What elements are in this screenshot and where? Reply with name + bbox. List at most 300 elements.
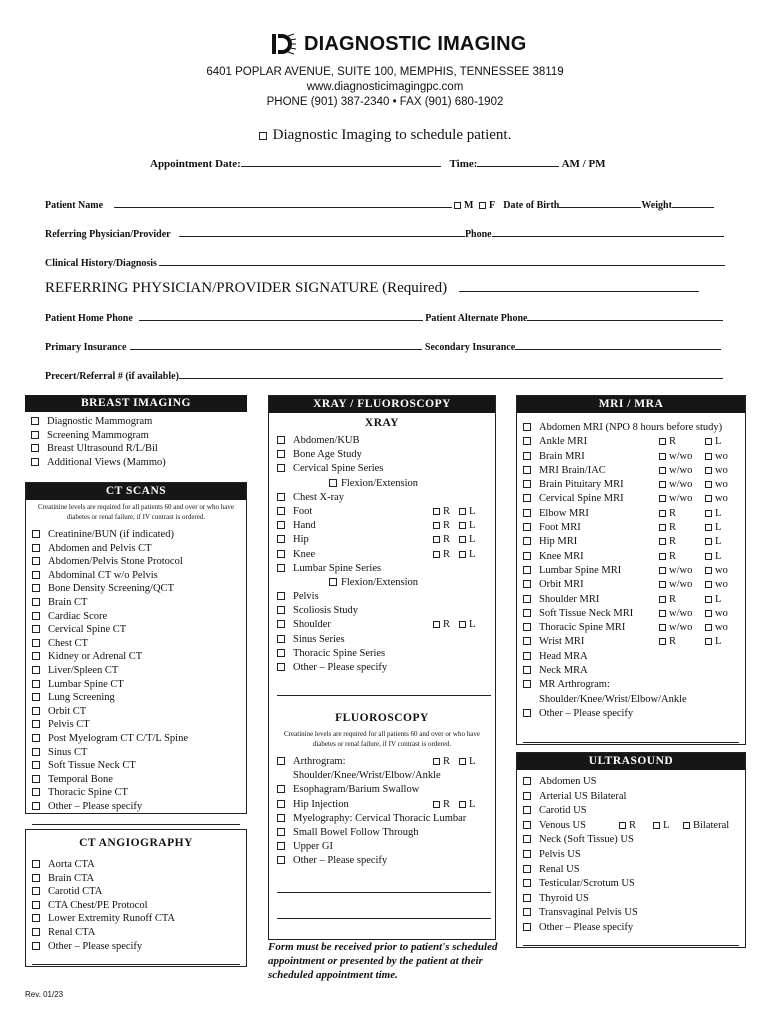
option-a[interactable] bbox=[619, 819, 636, 834]
option-a[interactable] bbox=[659, 450, 692, 464]
option-a[interactable] bbox=[433, 505, 450, 519]
list-item[interactable] bbox=[523, 833, 745, 848]
option-a-checkbox[interactable] bbox=[659, 581, 666, 588]
option-a-checkbox[interactable] bbox=[659, 438, 666, 445]
option-b-checkbox[interactable] bbox=[705, 596, 712, 603]
option-a[interactable] bbox=[659, 635, 676, 649]
list-item[interactable] bbox=[277, 647, 495, 661]
list-item[interactable] bbox=[277, 562, 495, 576]
item-checkbox[interactable] bbox=[523, 777, 531, 785]
list-item[interactable] bbox=[277, 434, 495, 448]
option-a[interactable] bbox=[433, 533, 450, 547]
option-b-checkbox[interactable] bbox=[459, 758, 466, 765]
option-b-checkbox[interactable] bbox=[705, 467, 712, 474]
list-item[interactable] bbox=[32, 542, 246, 556]
option-a-checkbox[interactable] bbox=[433, 621, 440, 628]
item-checkbox[interactable] bbox=[32, 748, 40, 756]
item-checkbox[interactable] bbox=[32, 901, 40, 909]
list-item[interactable] bbox=[32, 637, 246, 651]
option-a[interactable] bbox=[659, 550, 676, 564]
item-checkbox[interactable] bbox=[523, 537, 531, 545]
item-checkbox[interactable] bbox=[32, 680, 40, 688]
item-checkbox[interactable] bbox=[523, 452, 531, 460]
list-item[interactable] bbox=[32, 786, 246, 800]
option-a-checkbox[interactable] bbox=[659, 567, 666, 574]
item-checkbox[interactable] bbox=[523, 566, 531, 574]
list-item[interactable] bbox=[277, 840, 495, 854]
item-checkbox[interactable] bbox=[523, 894, 531, 902]
option-bilateral[interactable] bbox=[683, 819, 729, 834]
item-checkbox[interactable] bbox=[523, 680, 531, 688]
option-a-checkbox[interactable] bbox=[659, 638, 666, 645]
item-checkbox[interactable] bbox=[277, 757, 285, 765]
item-checkbox[interactable] bbox=[32, 734, 40, 742]
option-b-checkbox[interactable] bbox=[705, 581, 712, 588]
option-b[interactable] bbox=[459, 505, 475, 519]
item-checkbox[interactable] bbox=[32, 625, 40, 633]
appt-date-field[interactable] bbox=[241, 158, 441, 167]
male-checkbox[interactable] bbox=[454, 202, 461, 209]
item-checkbox[interactable] bbox=[523, 637, 531, 645]
option-b-checkbox[interactable] bbox=[459, 551, 466, 558]
item-checkbox[interactable] bbox=[277, 550, 285, 558]
item-checkbox[interactable] bbox=[523, 792, 531, 800]
item-checkbox[interactable] bbox=[32, 802, 40, 810]
list-item[interactable] bbox=[32, 732, 246, 746]
item-checkbox[interactable] bbox=[277, 535, 285, 543]
list-item[interactable] bbox=[32, 940, 246, 954]
item-checkbox[interactable] bbox=[32, 707, 40, 715]
option-a-checkbox[interactable] bbox=[659, 495, 666, 502]
item-checkbox[interactable] bbox=[32, 557, 40, 565]
item-checkbox[interactable] bbox=[523, 666, 531, 674]
us-box bbox=[516, 752, 746, 948]
list-item[interactable] bbox=[523, 804, 745, 819]
list-item[interactable] bbox=[31, 415, 247, 429]
item-checkbox[interactable] bbox=[523, 423, 531, 431]
list-item[interactable] bbox=[523, 593, 745, 607]
item-checkbox[interactable] bbox=[523, 552, 531, 560]
item-checkbox[interactable] bbox=[32, 874, 40, 882]
option-a-label: R bbox=[443, 534, 451, 546]
list-item[interactable] bbox=[523, 664, 745, 678]
item-checkbox[interactable] bbox=[277, 785, 285, 793]
patient-name-field[interactable] bbox=[114, 199, 452, 208]
option-a[interactable] bbox=[433, 548, 450, 562]
list-item[interactable] bbox=[277, 576, 495, 590]
option-b[interactable] bbox=[459, 798, 475, 812]
list-item[interactable] bbox=[277, 854, 495, 868]
list-item[interactable] bbox=[523, 464, 745, 478]
option-b[interactable] bbox=[705, 507, 721, 521]
home-phone-field[interactable] bbox=[139, 312, 423, 321]
item-checkbox[interactable] bbox=[31, 417, 39, 425]
option-b-checkbox[interactable] bbox=[653, 822, 660, 829]
list-item[interactable] bbox=[277, 505, 495, 519]
list-item[interactable] bbox=[523, 621, 745, 635]
item-label: Pelvis US bbox=[539, 848, 581, 860]
option-b[interactable] bbox=[459, 618, 475, 632]
item-checkbox[interactable] bbox=[277, 564, 285, 572]
item-checkbox[interactable] bbox=[523, 923, 531, 931]
option-a-checkbox[interactable] bbox=[659, 538, 666, 545]
item-checkbox[interactable] bbox=[32, 788, 40, 796]
option-a[interactable] bbox=[659, 607, 692, 621]
item-checkbox[interactable] bbox=[523, 580, 531, 588]
option-b[interactable] bbox=[705, 478, 728, 492]
item-checkbox[interactable] bbox=[277, 856, 285, 864]
option-a-checkbox[interactable] bbox=[659, 481, 666, 488]
list-item[interactable] bbox=[523, 578, 745, 592]
option-a-checkbox[interactable] bbox=[659, 596, 666, 603]
item-checkbox[interactable] bbox=[32, 571, 40, 579]
item-checkbox[interactable] bbox=[32, 928, 40, 936]
cta-other-line[interactable] bbox=[32, 964, 240, 965]
item-checkbox[interactable] bbox=[523, 865, 531, 873]
option-a[interactable] bbox=[659, 507, 676, 521]
option-b[interactable] bbox=[459, 755, 475, 769]
option-a[interactable] bbox=[433, 519, 450, 533]
option-b[interactable] bbox=[705, 593, 721, 607]
item-checkbox[interactable] bbox=[523, 494, 531, 502]
list-item[interactable] bbox=[31, 456, 247, 470]
item-checkbox[interactable] bbox=[523, 609, 531, 617]
secondary-label: Secondary Insurance bbox=[424, 342, 516, 353]
list-item[interactable] bbox=[523, 892, 745, 907]
item-checkbox[interactable] bbox=[32, 612, 40, 620]
item-checkbox[interactable] bbox=[31, 431, 39, 439]
item-checkbox[interactable] bbox=[32, 693, 40, 701]
list-item[interactable] bbox=[32, 650, 246, 664]
option-b-checkbox[interactable] bbox=[705, 453, 712, 460]
item-checkbox[interactable] bbox=[523, 821, 531, 829]
option-a-checkbox[interactable] bbox=[619, 822, 626, 829]
option-a-checkbox[interactable] bbox=[659, 553, 666, 560]
list-item[interactable] bbox=[277, 548, 495, 562]
option-a[interactable] bbox=[659, 564, 692, 578]
list-item[interactable] bbox=[523, 435, 745, 449]
time-field[interactable] bbox=[477, 158, 559, 167]
list-item[interactable] bbox=[523, 564, 745, 578]
list-item[interactable] bbox=[32, 746, 246, 760]
item-checkbox[interactable] bbox=[277, 842, 285, 850]
list-item[interactable] bbox=[277, 826, 495, 840]
list-item[interactable] bbox=[277, 462, 495, 476]
precert-field[interactable] bbox=[179, 370, 723, 379]
item-checkbox[interactable] bbox=[32, 639, 40, 647]
option-b[interactable] bbox=[705, 607, 728, 621]
phone-field[interactable] bbox=[492, 228, 724, 237]
option-b[interactable] bbox=[705, 521, 721, 535]
list-item[interactable] bbox=[277, 519, 495, 533]
item-checkbox[interactable] bbox=[277, 521, 285, 529]
option-b[interactable] bbox=[705, 492, 728, 506]
option-b-checkbox[interactable] bbox=[705, 610, 712, 617]
list-item[interactable] bbox=[31, 429, 247, 443]
item-checkbox[interactable] bbox=[523, 908, 531, 916]
item-checkbox[interactable] bbox=[32, 775, 40, 783]
item-checkbox[interactable] bbox=[32, 761, 40, 769]
list-item[interactable] bbox=[277, 618, 495, 632]
item-checkbox[interactable] bbox=[32, 720, 40, 728]
option-b[interactable] bbox=[705, 435, 721, 449]
list-item[interactable] bbox=[523, 635, 745, 649]
list-item[interactable] bbox=[523, 678, 745, 692]
option-b-checkbox[interactable] bbox=[705, 624, 712, 631]
option-a[interactable] bbox=[659, 578, 692, 592]
option-b-checkbox[interactable] bbox=[705, 638, 712, 645]
list-item[interactable] bbox=[32, 664, 246, 678]
item-checkbox[interactable] bbox=[277, 828, 285, 836]
option-b[interactable] bbox=[653, 819, 669, 834]
option-b-checkbox[interactable] bbox=[705, 524, 712, 531]
item-checkbox[interactable] bbox=[32, 887, 40, 895]
list-item[interactable] bbox=[523, 819, 745, 834]
list-item[interactable] bbox=[277, 812, 495, 826]
list-item[interactable] bbox=[523, 492, 745, 506]
option-a[interactable] bbox=[433, 798, 450, 812]
item-checkbox[interactable] bbox=[277, 592, 285, 600]
weight-field[interactable] bbox=[672, 199, 714, 208]
item-checkbox[interactable] bbox=[523, 850, 531, 858]
list-item[interactable] bbox=[32, 872, 246, 886]
list-item[interactable] bbox=[523, 848, 745, 863]
list-item[interactable] bbox=[32, 718, 246, 732]
list-item[interactable] bbox=[277, 783, 495, 797]
list-item[interactable] bbox=[277, 448, 495, 462]
option-a[interactable] bbox=[659, 464, 692, 478]
item-checkbox[interactable] bbox=[31, 458, 39, 466]
option-b[interactable] bbox=[459, 548, 475, 562]
item-checkbox[interactable] bbox=[523, 835, 531, 843]
list-item[interactable] bbox=[523, 790, 745, 805]
option-a-checkbox[interactable] bbox=[433, 522, 440, 529]
option-a-checkbox[interactable] bbox=[659, 610, 666, 617]
us-other-line[interactable] bbox=[523, 945, 739, 946]
list-item[interactable] bbox=[32, 759, 246, 773]
dob-field[interactable] bbox=[559, 199, 641, 208]
item-checkbox[interactable] bbox=[277, 663, 285, 671]
option-b[interactable] bbox=[705, 621, 728, 635]
list-item[interactable] bbox=[523, 478, 745, 492]
list-item[interactable] bbox=[277, 755, 495, 769]
list-item[interactable] bbox=[277, 533, 495, 547]
option-a-checkbox[interactable] bbox=[659, 510, 666, 517]
option-b-checkbox[interactable] bbox=[705, 481, 712, 488]
option-a[interactable] bbox=[659, 621, 692, 635]
option-a-checkbox[interactable] bbox=[659, 467, 666, 474]
item-checkbox[interactable] bbox=[31, 444, 39, 452]
option-a-checkbox[interactable] bbox=[433, 536, 440, 543]
item-checkbox[interactable] bbox=[523, 595, 531, 603]
item-checkbox[interactable] bbox=[523, 523, 531, 531]
option-a[interactable] bbox=[433, 755, 450, 769]
list-item[interactable] bbox=[523, 521, 745, 535]
list-item[interactable] bbox=[523, 607, 745, 621]
item-checkbox[interactable] bbox=[523, 806, 531, 814]
list-item[interactable] bbox=[277, 477, 495, 491]
option-b[interactable] bbox=[459, 519, 475, 533]
option-b-checkbox[interactable] bbox=[459, 508, 466, 515]
primary-field[interactable] bbox=[130, 341, 422, 350]
option-b[interactable] bbox=[459, 533, 475, 547]
item-checkbox[interactable] bbox=[523, 652, 531, 660]
list-item[interactable] bbox=[523, 863, 745, 878]
schedule-option[interactable] bbox=[0, 127, 770, 144]
item-checkbox[interactable] bbox=[277, 620, 285, 628]
item-checkbox[interactable] bbox=[523, 509, 531, 517]
item-checkbox[interactable] bbox=[32, 530, 40, 538]
fluoro-other-line-2[interactable] bbox=[277, 918, 491, 919]
female-checkbox[interactable] bbox=[479, 202, 486, 209]
list-item[interactable] bbox=[32, 691, 246, 705]
item-checkbox[interactable] bbox=[523, 466, 531, 474]
list-item[interactable] bbox=[31, 442, 247, 456]
item-checkbox[interactable] bbox=[32, 544, 40, 552]
schedule-checkbox[interactable] bbox=[259, 132, 267, 140]
option-a-checkbox[interactable] bbox=[433, 801, 440, 808]
list-item[interactable] bbox=[523, 507, 745, 521]
list-item[interactable] bbox=[32, 885, 246, 899]
item-checkbox[interactable] bbox=[523, 480, 531, 488]
list-item[interactable] bbox=[523, 707, 745, 721]
list-item[interactable] bbox=[32, 858, 246, 872]
list-item[interactable] bbox=[32, 623, 246, 637]
option-b-checkbox[interactable] bbox=[705, 510, 712, 517]
item-checkbox[interactable] bbox=[523, 709, 531, 717]
item-checkbox[interactable] bbox=[277, 606, 285, 614]
list-item[interactable] bbox=[277, 798, 495, 812]
list-item[interactable] bbox=[523, 877, 745, 892]
clinical-field[interactable] bbox=[159, 257, 725, 266]
list-item[interactable] bbox=[32, 705, 246, 719]
item-checkbox[interactable] bbox=[32, 652, 40, 660]
item-checkbox[interactable] bbox=[32, 666, 40, 674]
option-b-checkbox[interactable] bbox=[459, 621, 466, 628]
option-b[interactable] bbox=[705, 550, 721, 564]
option-b-checkbox[interactable] bbox=[705, 567, 712, 574]
item-checkbox[interactable] bbox=[32, 914, 40, 922]
option-b-label: L bbox=[715, 593, 722, 605]
fluoro-other-line-1[interactable] bbox=[277, 892, 491, 893]
option-b-checkbox[interactable] bbox=[459, 801, 466, 808]
list-item[interactable] bbox=[32, 899, 246, 913]
list-item[interactable] bbox=[277, 491, 495, 505]
list-item[interactable] bbox=[523, 535, 745, 549]
option-b-checkbox[interactable] bbox=[705, 553, 712, 560]
option-a-checkbox[interactable] bbox=[433, 508, 440, 515]
item-checkbox[interactable] bbox=[277, 635, 285, 643]
list-item[interactable] bbox=[523, 693, 745, 707]
option-b-checkbox[interactable] bbox=[459, 536, 466, 543]
option-a[interactable] bbox=[659, 492, 692, 506]
item-checkbox[interactable] bbox=[277, 450, 285, 458]
option-a-checkbox[interactable] bbox=[659, 624, 666, 631]
option-a[interactable] bbox=[659, 435, 676, 449]
item-checkbox[interactable] bbox=[329, 479, 337, 487]
option-b[interactable] bbox=[705, 450, 728, 464]
item-checkbox[interactable] bbox=[523, 879, 531, 887]
option-a[interactable] bbox=[659, 521, 676, 535]
item-checkbox[interactable] bbox=[329, 578, 337, 586]
signature-field[interactable] bbox=[459, 280, 699, 292]
list-item[interactable] bbox=[523, 550, 745, 564]
item-checkbox[interactable] bbox=[277, 436, 285, 444]
item-checkbox[interactable] bbox=[32, 598, 40, 606]
list-item[interactable] bbox=[32, 678, 246, 692]
list-item[interactable] bbox=[523, 921, 745, 936]
item-checkbox[interactable] bbox=[32, 860, 40, 868]
list-item[interactable] bbox=[32, 610, 246, 624]
item-checkbox[interactable] bbox=[32, 942, 40, 950]
option-b-checkbox[interactable] bbox=[705, 495, 712, 502]
list-item[interactable] bbox=[523, 450, 745, 464]
option-a[interactable] bbox=[433, 618, 450, 632]
list-item[interactable] bbox=[277, 590, 495, 604]
option-b-checkbox[interactable] bbox=[705, 438, 712, 445]
option-a-checkbox[interactable] bbox=[659, 453, 666, 460]
item-checkbox[interactable] bbox=[277, 493, 285, 501]
item-checkbox[interactable] bbox=[277, 464, 285, 472]
list-item[interactable] bbox=[523, 775, 745, 790]
option-b-checkbox[interactable] bbox=[459, 522, 466, 529]
option-b[interactable] bbox=[705, 578, 728, 592]
option-bilateral-checkbox[interactable] bbox=[683, 822, 690, 829]
option-b[interactable] bbox=[705, 464, 728, 478]
referring-field[interactable] bbox=[179, 228, 465, 237]
item-checkbox[interactable] bbox=[32, 584, 40, 592]
list-item[interactable] bbox=[32, 528, 246, 542]
list-item[interactable] bbox=[523, 650, 745, 664]
list-item[interactable] bbox=[277, 661, 495, 675]
option-a[interactable] bbox=[659, 478, 692, 492]
secondary-field[interactable] bbox=[515, 341, 721, 350]
item-checkbox[interactable] bbox=[523, 623, 531, 631]
list-item[interactable] bbox=[32, 582, 246, 596]
item-checkbox[interactable] bbox=[277, 800, 285, 808]
list-item[interactable] bbox=[32, 773, 246, 787]
list-item[interactable] bbox=[277, 604, 495, 618]
option-a-checkbox[interactable] bbox=[433, 551, 440, 558]
list-item[interactable] bbox=[523, 906, 745, 921]
option-a-checkbox[interactable] bbox=[433, 758, 440, 765]
item-checkbox[interactable] bbox=[277, 814, 285, 822]
list-item[interactable] bbox=[32, 555, 246, 569]
list-item[interactable] bbox=[32, 912, 246, 926]
option-b[interactable] bbox=[705, 635, 721, 649]
mri-other-line[interactable] bbox=[523, 742, 739, 743]
option-a[interactable] bbox=[659, 593, 676, 607]
list-item[interactable] bbox=[523, 421, 745, 435]
option-b[interactable] bbox=[705, 535, 721, 549]
list-item[interactable] bbox=[32, 800, 246, 814]
option-b[interactable] bbox=[705, 564, 728, 578]
option-a-checkbox[interactable] bbox=[659, 524, 666, 531]
list-item[interactable] bbox=[277, 769, 495, 783]
alt-phone-field[interactable] bbox=[527, 312, 723, 321]
list-item[interactable] bbox=[32, 926, 246, 940]
list-item[interactable] bbox=[32, 596, 246, 610]
list-item[interactable] bbox=[277, 633, 495, 647]
list-item[interactable] bbox=[32, 569, 246, 583]
option-a[interactable] bbox=[659, 535, 676, 549]
option-b-checkbox[interactable] bbox=[705, 538, 712, 545]
item-checkbox[interactable] bbox=[277, 507, 285, 515]
xray-other-line[interactable] bbox=[277, 695, 491, 696]
item-checkbox[interactable] bbox=[523, 437, 531, 445]
item-checkbox[interactable] bbox=[277, 649, 285, 657]
ct-other-line[interactable] bbox=[32, 824, 240, 825]
